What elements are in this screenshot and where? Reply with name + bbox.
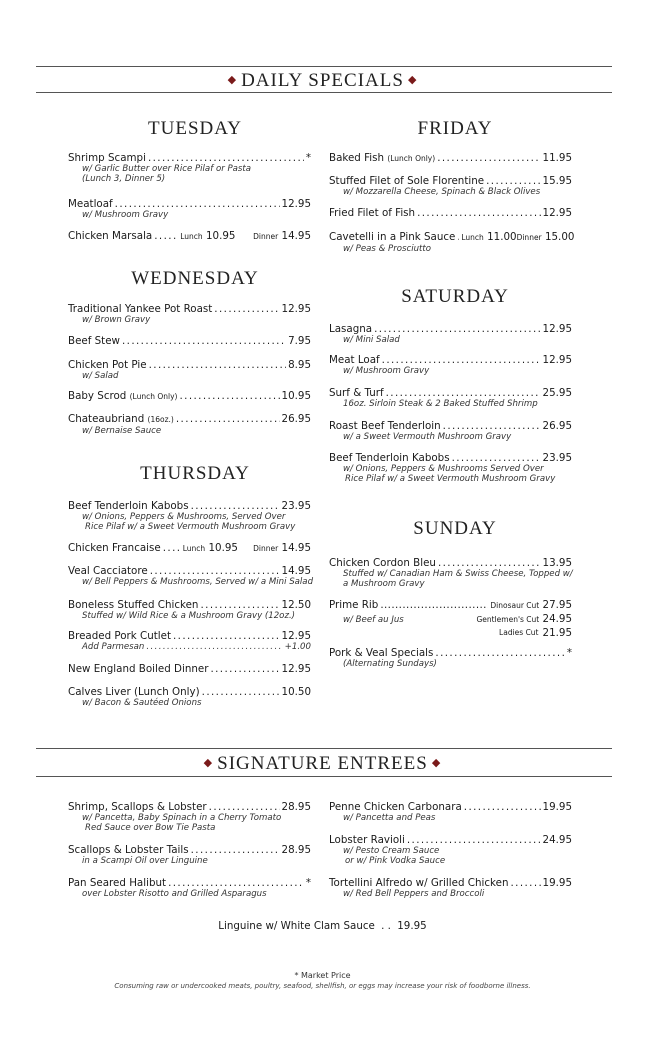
dinner-label: Dinner: [516, 233, 542, 242]
item-price: 11.95: [542, 152, 572, 164]
item-name: Pork & Veal Specials: [329, 647, 434, 659]
signature-item: [329, 834, 572, 866]
addon-label: Add Parmesan: [82, 642, 145, 652]
item-name: Roast Beef Tenderloin: [329, 420, 441, 432]
dinner-price: 15.00: [544, 231, 575, 243]
item-description: Rice Pilaf w/ a Sweet Vermouth Mushroom Gravy: [345, 474, 556, 484]
item-name: Linguine w/ White Clam Sauce: [218, 920, 375, 932]
menu-item: [329, 231, 575, 254]
menu-item: [68, 390, 311, 403]
menu-item: [329, 207, 572, 219]
day-heading-saturday: SATURDAY: [401, 286, 509, 307]
item-name: Traditional Yankee Pot Roast: [68, 303, 213, 315]
cut-label: Gentlemen's Cut: [476, 615, 540, 624]
item-description: 16oz. Sirloin Steak & 2 Baked Stuffed Shrimp: [343, 399, 538, 409]
foodborne-illness-warning: Consuming raw or undercooked meats, poultry, seafood, shellfish, or eggs may increase your risk of foodborne illness.: [114, 982, 531, 990]
diamond-icon: ◆: [227, 74, 238, 86]
signature-item: [68, 877, 311, 899]
item-price: 25.95: [542, 387, 572, 399]
item-name: Fried Filet of Fish: [329, 207, 416, 219]
item-name: Meatloaf: [68, 198, 113, 210]
item-name: Baked Fish: [329, 152, 385, 164]
item-price: *: [566, 647, 572, 659]
item-description: or w/ Pink Vodka Sauce: [345, 856, 446, 866]
menu-item: [68, 630, 311, 652]
item-price: 12.95: [281, 630, 311, 642]
item-name: Lasagna: [329, 323, 373, 335]
cut-label: Ladies Cut: [499, 628, 539, 637]
item-description: Rice Pilaf w/ a Sweet Vermouth Mushroom Gravy: [85, 522, 296, 532]
menu-item: [68, 152, 311, 184]
item-price: 23.95: [542, 452, 572, 464]
item-description: w/ Mozzarella Cheese, Spinach & Black Olives: [343, 187, 541, 197]
signature-item: [68, 801, 311, 833]
item-name: Chicken Cordon Bleu: [329, 557, 436, 569]
item-price: *: [305, 877, 311, 889]
item-price: 26.95: [281, 413, 311, 425]
cut-price: 21.95: [542, 627, 572, 639]
item-price: 12.95: [281, 303, 311, 315]
item-description: w/ Bell Peppers & Mushrooms, Served w/ a Mini Salad: [82, 577, 314, 587]
menu-item: [329, 175, 572, 197]
item-description: in a Scampi Oil over Linguine: [82, 856, 208, 866]
diamond-icon: ◆: [407, 74, 418, 86]
menu-item: [329, 387, 572, 409]
item-price: 28.95: [281, 844, 311, 856]
item-description: Red Sauce over Bow Tie Pasta: [85, 823, 216, 833]
item-name: Beef Tenderloin Kabobs: [68, 500, 189, 512]
item-name: Veal Cacciatore: [68, 565, 148, 577]
item-price: 10.95: [281, 390, 311, 402]
item-price: 10.50: [281, 686, 311, 698]
item-description: w/ Pancetta and Peas: [343, 813, 436, 823]
day-heading-wednesday: WEDNESDAY: [131, 268, 259, 289]
item-price: 15.95: [542, 175, 572, 187]
item-price: 12.95: [542, 354, 572, 366]
lunch-price: 11.00: [487, 231, 517, 243]
menu-item: [329, 647, 572, 669]
item-name: Meat Loaf: [329, 354, 380, 366]
item-description: w/ Onions, Peppers & Mushrooms Served Over: [343, 464, 544, 474]
signature-item: [329, 801, 572, 823]
item-price: *: [305, 152, 311, 164]
cut-label: Dinosaur Cut: [490, 601, 540, 610]
item-price: 12.95: [281, 663, 311, 675]
menu-item: [329, 420, 572, 442]
item-price: 12.95: [542, 323, 572, 335]
item-description: w/ Garlic Butter over Rice Pilaf or Pasta: [82, 164, 252, 174]
day-heading-friday: FRIDAY: [417, 118, 493, 139]
item-description: w/ a Sweet Vermouth Mushroom Gravy: [343, 432, 512, 442]
lunch-price: 10.95: [205, 230, 236, 242]
item-name: Scallops & Lobster Tails: [68, 844, 189, 856]
menu-item: [329, 354, 572, 376]
menu-item: [329, 323, 572, 345]
signature-entrees-label: SIGNATURE ENTREES: [217, 753, 428, 774]
item-name: Cavetelli in a Pink Sauce: [329, 231, 456, 243]
item-description: (Alternating Sundays): [343, 659, 437, 669]
item-description: Stuffed w/ Wild Rice & a Mushroom Gravy (12oz.): [82, 611, 296, 621]
item-description: w/ Mushroom Gravy: [82, 210, 169, 220]
diamond-icon: ◆: [431, 757, 442, 769]
signature-divider: [36, 776, 612, 777]
menu-item: [68, 542, 311, 555]
item-name: Breaded Pork Cutlet: [68, 630, 171, 642]
item-price: 12.95: [281, 198, 311, 210]
item-name: Chicken Francaise: [68, 542, 161, 554]
item-price: 26.95: [542, 420, 572, 432]
menu-item: [68, 359, 311, 381]
item-price: 14.95: [281, 565, 311, 577]
daily-specials-title: [0, 70, 645, 92]
item-price: 13.95: [542, 557, 572, 569]
item-description: w/ Salad: [82, 371, 119, 381]
item-name: Calves Liver (Lunch Only): [68, 686, 200, 698]
item-price: 24.95: [542, 834, 572, 846]
item-price: 19.95: [542, 877, 572, 889]
lunch-label: Lunch: [182, 544, 206, 553]
item-description: (Lunch 3, Dinner 5): [82, 174, 166, 184]
cut-price: 27.95: [542, 599, 572, 611]
item-name: Chateaubriand: [68, 413, 145, 425]
menu-item: [68, 335, 311, 347]
item-price: 7.95: [288, 335, 311, 347]
signature-top-divider: [36, 748, 612, 749]
item-name: Lobster Ravioli: [329, 834, 405, 846]
menu-item: [329, 557, 572, 589]
addon-price: +1.00: [284, 642, 311, 652]
item-name: New England Boiled Dinner: [68, 663, 209, 675]
menu-item: [68, 663, 311, 675]
day-heading-sunday: SUNDAY: [413, 518, 497, 539]
day-heading-thursday: THURSDAY: [140, 463, 250, 484]
signature-entrees-title: [0, 753, 645, 775]
item-name: Surf & Turf: [329, 387, 384, 399]
item-description: w/ Pancetta, Baby Spinach in a Cherry Tomato: [82, 813, 282, 823]
item-name: Baby Scrod: [68, 390, 127, 402]
top-divider: [36, 66, 612, 67]
item-price: 19.95: [542, 801, 572, 813]
diamond-icon: ◆: [203, 757, 214, 769]
item-name: Tortellini Alfredo w/ Grilled Chicken: [329, 877, 509, 889]
lunch-price: 10.95: [208, 542, 238, 554]
cut-price: 24.95: [542, 613, 572, 625]
daily-specials-label: DAILY SPECIALS: [241, 70, 404, 91]
lunch-label: Lunch: [180, 232, 203, 241]
item-price: 23.95: [281, 500, 311, 512]
menu-item: [68, 413, 311, 436]
menu-item: [68, 230, 311, 243]
lunch-label: Lunch: [461, 233, 484, 242]
menu-item: [68, 599, 311, 621]
item-price: 12.50: [281, 599, 311, 611]
menu-item: [329, 599, 572, 639]
dinner-label: Dinner: [253, 544, 279, 553]
item-name: Chicken Pot Pie: [68, 359, 147, 371]
menu-item: [68, 500, 311, 532]
item-description: w/ Pesto Cream Sauce: [343, 846, 440, 856]
menu-item: [68, 303, 311, 325]
item-price: 28.95: [281, 801, 311, 813]
item-note: (Lunch Only): [387, 154, 436, 163]
signature-item: [68, 844, 311, 866]
item-name: Stuffed Filet of Sole Florentine: [329, 175, 485, 187]
item-description: w/ Bacon & Sautéed Onions: [82, 698, 202, 708]
item-description: w/ Mini Salad: [343, 335, 400, 345]
item-name: Penne Chicken Carbonara: [329, 801, 462, 813]
daily-specials-divider: [36, 92, 612, 93]
item-name: Beef Stew: [68, 335, 120, 347]
item-name: Boneless Stuffed Chicken: [68, 599, 199, 611]
item-name: Prime Rib: [329, 599, 379, 611]
item-note: (Lunch Only): [129, 392, 178, 401]
item-description: Stuffed w/ Canadian Ham & Swiss Cheese, Topped w/: [343, 569, 573, 579]
menu-item: [329, 152, 572, 165]
dinner-label: Dinner: [253, 232, 279, 241]
linguine-item: [0, 920, 645, 932]
signature-item: [329, 877, 572, 899]
menu-item: [68, 565, 314, 587]
item-description: w/ Red Bell Peppers and Broccoli: [343, 889, 485, 899]
dinner-price: 14.95: [281, 230, 311, 242]
item-price: 8.95: [288, 359, 311, 371]
menu-item: [329, 452, 572, 484]
item-description: w/ Beef au Jus: [343, 615, 404, 625]
item-description: w/ Bernaise Sauce: [82, 426, 162, 436]
item-name: Beef Tenderloin Kabobs: [329, 452, 450, 464]
menu-item: [68, 686, 311, 708]
item-note: (16oz.): [147, 415, 174, 424]
item-description: w/ Mushroom Gravy: [343, 366, 430, 376]
item-description: w/ Onions, Peppers & Mushrooms, Served Over: [82, 512, 286, 522]
dinner-price: 14.95: [281, 542, 311, 554]
menu-item: [68, 198, 311, 220]
item-description: w/ Brown Gravy: [82, 315, 151, 325]
market-price-note: * Market Price: [294, 971, 351, 980]
item-name: Pan Seared Halibut: [68, 877, 167, 889]
day-heading-tuesday: TUESDAY: [148, 118, 242, 139]
item-price: 19.95: [397, 920, 427, 932]
item-name: Chicken Marsala: [68, 230, 153, 242]
item-price: 12.95: [542, 207, 572, 219]
item-description: over Lobster Risotto and Grilled Asparagus: [82, 889, 267, 899]
item-name: Shrimp, Scallops & Lobster: [68, 801, 207, 813]
item-description: a Mushroom Gravy: [343, 579, 425, 589]
item-dots: . .: [381, 920, 391, 932]
item-description: w/ Peas & Prosciutto: [343, 244, 432, 254]
item-name: Shrimp Scampi: [68, 152, 146, 164]
